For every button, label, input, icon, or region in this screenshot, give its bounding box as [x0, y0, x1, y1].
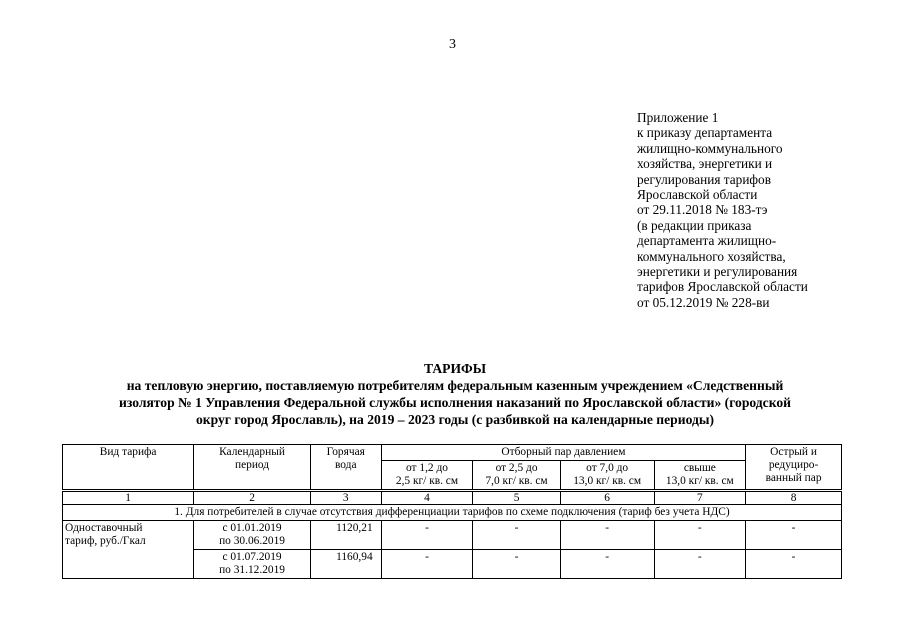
title-line: на тепловую энергию, поставляемую потребителям федеральным казенным учреждением «Следственный	[126, 378, 784, 393]
column-number: 7	[654, 491, 746, 505]
section-row	[63, 505, 842, 521]
column-number: 5	[473, 491, 560, 505]
column-number: 1	[63, 491, 194, 505]
header-row	[63, 445, 842, 461]
period-cell: с 01.07.2019 по 31.12.2019	[194, 550, 311, 579]
steam-value: -	[560, 521, 654, 550]
hot-water-value: 1160,94	[310, 550, 381, 579]
header-steam-col: от 7,0 до 13,0 кг/ кв. см	[560, 461, 654, 491]
appendix-line: к приказу департамента	[637, 125, 773, 141]
sharp-steam-value: -	[746, 521, 842, 550]
column-number: 4	[381, 491, 473, 505]
steam-value: -	[381, 550, 473, 579]
title-heading: ТАРИФЫ	[423, 361, 487, 376]
column-number: 6	[560, 491, 654, 505]
title-line: изолятор № 1 Управления Федеральной службы исполнения наказаний по Ярославской области» (городской	[118, 395, 791, 410]
tariff-label: Одноставочный тариф, руб./Гкал	[63, 521, 194, 579]
steam-value: -	[654, 521, 746, 550]
section-title: 1. Для потребителей в случае отсутствия дифференциации тарифов по схеме подключения (тариф без учета НДС)	[63, 505, 842, 521]
period-cell: с 01.01.2019 по 30.06.2019	[194, 521, 311, 550]
steam-value: -	[473, 521, 560, 550]
title-line: округ город Ярославль), на 2019 – 2023 годы (с разбивкой на календарные периоды)	[196, 412, 714, 427]
steam-value: -	[473, 550, 560, 579]
header-steam-group: Отборный пар давлением	[381, 445, 745, 461]
header-steam-col: свыше 13,0 кг/ кв. см	[654, 461, 746, 491]
header-steam-col: от 2,5 до 7,0 кг/ кв. см	[473, 461, 560, 491]
column-number-row	[63, 491, 842, 505]
column-number: 3	[310, 491, 381, 505]
column-number: 8	[746, 491, 842, 505]
sharp-steam-value: -	[746, 550, 842, 579]
appendix-line: хозяйства, энергетики и	[637, 156, 773, 172]
appendix-line: Ярославской области	[637, 187, 758, 203]
page-number: 3	[449, 37, 456, 52]
steam-value: -	[654, 550, 746, 579]
tariffs-table	[62, 444, 842, 579]
header-calendar-period: Календарный период	[194, 445, 311, 491]
appendix-line: коммунального хозяйства,	[637, 248, 786, 264]
header-tariff-type: Вид тарифа	[63, 445, 194, 491]
appendix-line: департамента жилищно-	[637, 233, 777, 249]
appendix-line: от 05.12.2019 № 228-ви	[637, 294, 770, 310]
column-number: 2	[194, 491, 311, 505]
header-sharp-steam: Острый и редуциро- ванный пар	[746, 445, 842, 491]
appendix-line: жилищно-коммунального	[637, 140, 783, 156]
appendix-line: (в редакции приказа	[637, 217, 752, 233]
hot-water-value: 1120,21	[310, 521, 381, 550]
appendix-block	[637, 110, 887, 310]
steam-value: -	[560, 550, 654, 579]
document-title	[40, 360, 870, 428]
appendix-line: Приложение 1	[637, 110, 719, 125]
table-row	[63, 521, 842, 550]
appendix-line: от 29.11.2018 № 183-тэ	[637, 202, 768, 218]
header-hot-water: Горячая вода	[310, 445, 381, 491]
appendix-line: энергетики и регулирования	[637, 264, 798, 280]
header-steam-col: от 1,2 до 2,5 кг/ кв. см	[381, 461, 473, 491]
appendix-line: тарифов Ярославской области	[637, 279, 808, 295]
steam-value: -	[381, 521, 473, 550]
appendix-line: регулирования тарифов	[637, 171, 771, 187]
